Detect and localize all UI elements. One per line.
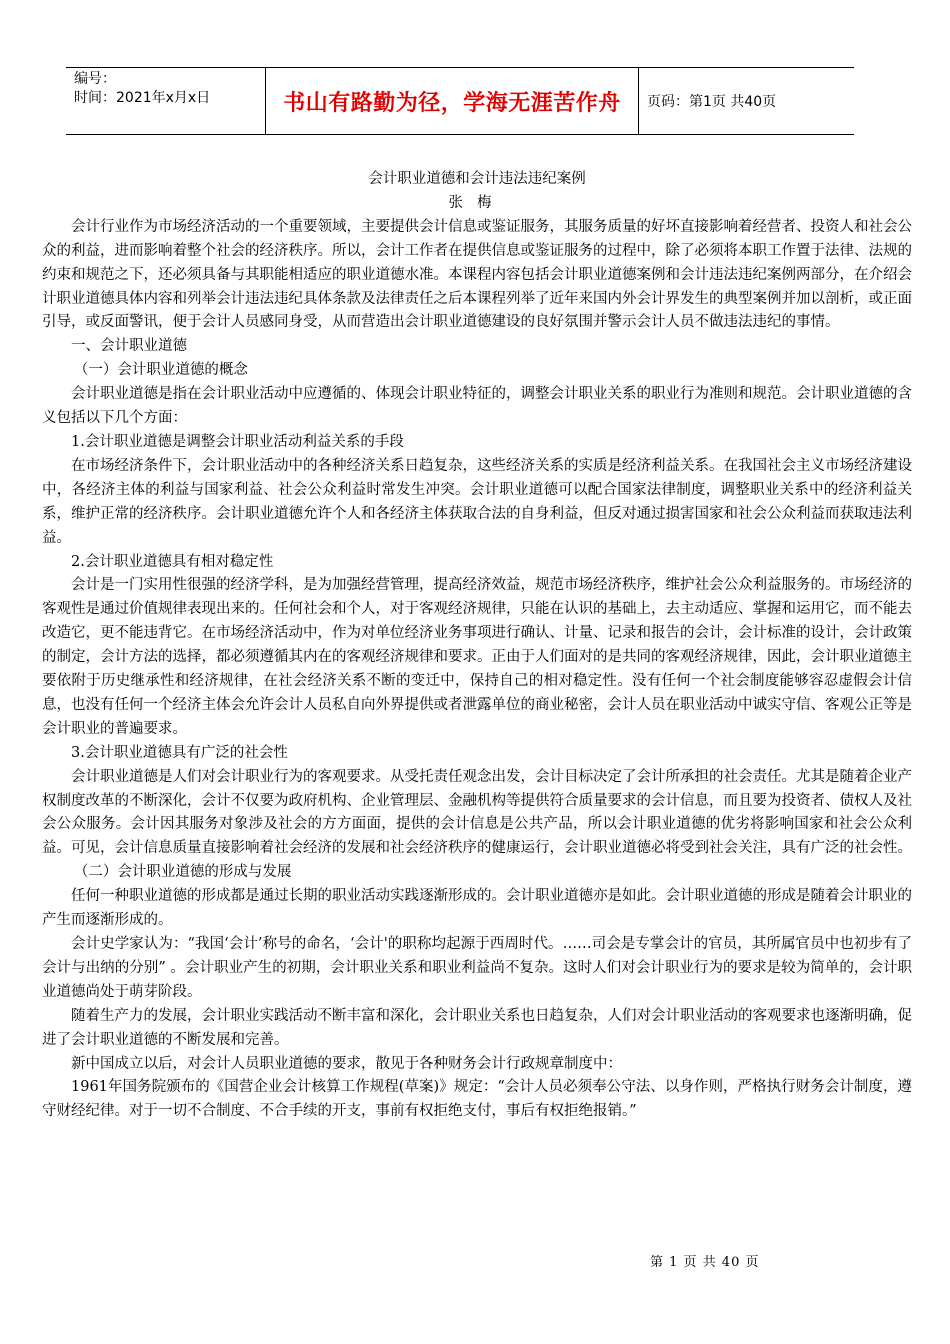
body-paragraph: 随着生产力的发展，会计职业实践活动不断丰富和深化，会计职业关系也日趋复杂，人们对会计职业活动的客观要求也逐渐明确，促进了会计职业道德的不断发展和完善。 xyxy=(42,1007,912,1048)
document-author: 张梅 xyxy=(448,194,506,211)
section-heading: （二）会计职业道德的形成与发展 xyxy=(73,864,292,881)
body-paragraph: 会计是一门实用性很强的经济学科，是为加强经营管理，提高经济效益，规范市场经济秩序，维护社会公众利益服务的。市场经济的客观性是通过价值规律表现出来的。任何社会和个人，对于客观经济规律，只能在认识的基础上，去主动适应、掌握和运用它，而不能去改造它，更不能违背它。在市场经济活动中，作为对单位经济业务事项进行确认、计量、记录和报告的会计，会计标准的设计，会计政策的制定，会计方法的选择，都必须遵循其内在的客观经济规律和要求。正由于人们面对的是共同的客观经济规律，因此，会计职业道德主要依附于历史继承性和经济规律，在社会经济关系不断的变迁中，保持自己的相对稳定性。没有任何一个社会制度能够容忍虚假会计信息，也没有任何一个经济主体会允许会计人员私自向外界提供或者泄露单位的商业秘密，会计人员在职业活动中诚实守信、客观公正等是会计职业的普遍要求。 xyxy=(42,577,912,737)
body-paragraph: 会计职业道德是指在会计职业活动中应遵循的、体现会计职业特征的，调整会计职业关系的职业行为准则和规范。会计职业道德的含义包括以下几个方面： xyxy=(42,386,912,427)
body-paragraph: 1961年国务院颁布的《国营企业会计核算工作规程(草案)》规定：“会计人员必须奉公守法、以身作则，严格执行财务会计制度，遵守财经纪律。对于一切不合制度、不合手续的开支，事前有权拒绝支付，事后有权拒绝报销。” xyxy=(42,1079,912,1120)
header-table xyxy=(66,67,854,135)
body-paragraph: 会计史学家认为：“我国‘会计’称号的命名，‘会计'的职称均起源于西周时代。……司会是专掌会计的官员，其所属官员中也初步有了会计与出纳的分别” 。会计职业产生的初期，会计职业关系和职业利益尚不复杂。这时人们对会计职业行为的要求是较为简单的，会计职业道德尚处于萌芽阶段。 xyxy=(42,936,912,1000)
page-footer: 第 1 页 共 40 页 xyxy=(650,1255,760,1270)
section-heading: 一、会计职业道德 xyxy=(71,338,187,355)
body-paragraph: 在市场经济条件下，会计职业活动中的各种经济关系日趋复杂，这些经济关系的实质是经济利益关系。在我国社会主义市场经济建设中，各经济主体的利益与国家利益、社会公众利益时常发生冲突。会计职业道德可以配合国家法律制度，调整职业关系中的经济利益关系，维护正常的经济秩序。会计职业道德允许个人和各经济主体获取合法的自身利益，但反对通过损害国家和社会公众利益而获取违法利益。 xyxy=(42,457,912,546)
document-number-label: 编号： xyxy=(74,71,116,87)
document-time-label: 时间：2021年x月x日 xyxy=(74,90,211,106)
section-heading: 1.会计职业道德是调整会计职业活动利益关系的手段 xyxy=(71,433,404,450)
section-heading: （一）会计职业道德的概念 xyxy=(73,362,248,379)
document-title: 会计职业道德和会计违法违纪案例 xyxy=(368,171,586,187)
header-meta xyxy=(66,68,265,134)
section-heading: 3.会计职业道德具有广泛的社会性 xyxy=(71,744,288,761)
body-paragraph: 会计职业道德是人们对会计职业行为的客观要求。从受托责任观念出发，会计目标决定了会计所承担的社会责任。尤其是随着企业产权制度改革的不断深化，会计不仅要为政府机构、企业管理层、金融机构等提供符合质量要求的会计信息，而且要为投资者、债权人及社会公众服务。会计因其服务对象涉及社会的方方面面，提供的会计信息是公共产品，所以会计职业道德的优劣将影响国家和社会公众利益。可见，会计信息质量直接影响着社会经济的发展和社会经济秩序的健康运行，会计职业道德必将受到社会关注，具有广泛的社会性。 xyxy=(42,768,912,857)
document-body xyxy=(42,168,912,1124)
header-page-label: 页码：第1页 共40页 xyxy=(647,94,777,110)
body-paragraph: 会计行业作为市场经济活动的一个重要领域，主要提供会计信息或鉴证服务，其服务质量的好坏直接影响着经营者、投资人和社会公众的利益，进而影响着整个社会的经济秩序。所以，会计工作者在提供信息或鉴证服务的过程中，除了必须将本职工作置于法律、法规的约束和规范之下，还必须具备与其职能相适应的职业道德水准。本课程内容包括会计职业道德案例和会计违法违纪案例两部分，在介绍会计职业道德具体内容和列举会计违法违纪具体条款及法律责任之后本课程列举了近年来国内外会计界发生的典型案例并加以剖析，或正面引导，或反面警讯，便于会计人员感同身受，从而营造出会计职业道德建设的良好氛围并警示会计人员不做违法违纪的事情。 xyxy=(42,218,912,331)
header-motto: 书山有路勤为径，学海无涯苦作舟 xyxy=(265,68,639,134)
section-heading: 2.会计职业道德具有相对稳定性 xyxy=(71,553,274,570)
paragraph-list xyxy=(42,216,912,1124)
body-paragraph: 任何一种职业道德的形成都是通过长期的职业活动实践逐渐形成的。会计职业道德亦是如此。会计职业道德的形成是随着会计职业的产生而逐渐形成的。 xyxy=(42,888,912,929)
body-paragraph: 新中国成立以后，对会计人员职业道德的要求，散见于各种财务会计行政规章制度中： xyxy=(71,1055,622,1072)
